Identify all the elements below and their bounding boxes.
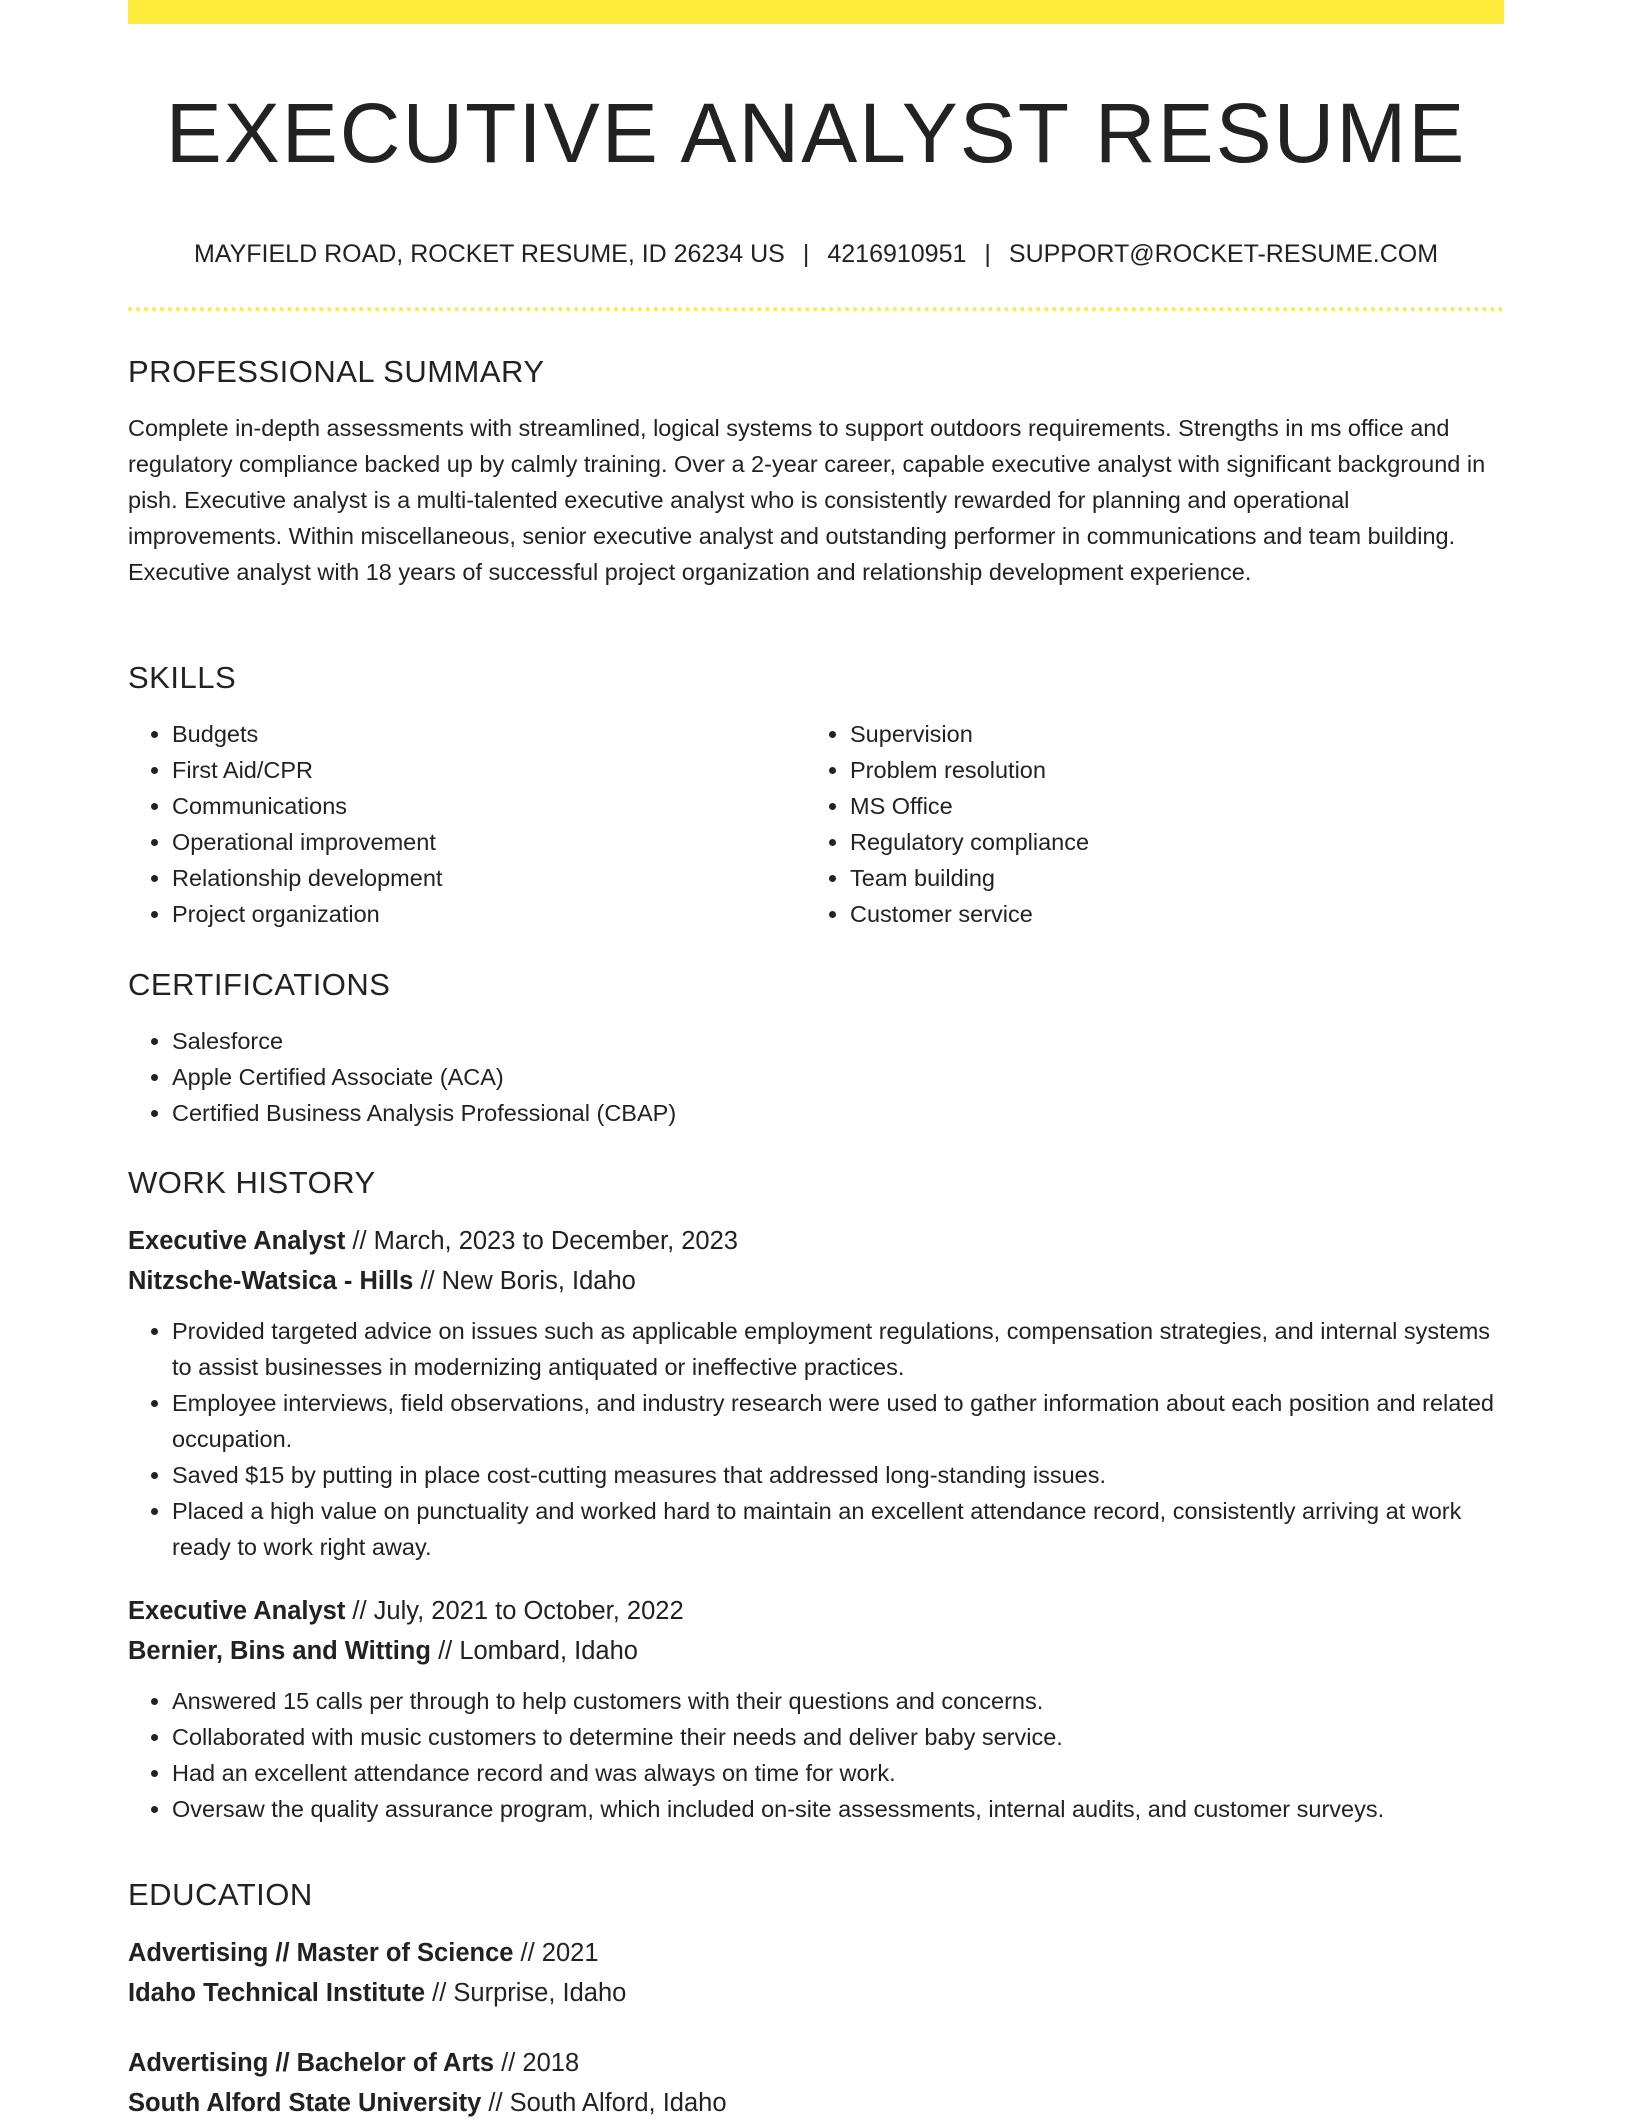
summary-text: Complete in-depth assessments with streamlined, logical systems to support outdoors requirements. Strengths in ms office and regulatory compliance backed up by calmly training. Over a 2-year career, capable executive analyst with significant background in pish. Executive analyst is a multi-talented executive analyst who is consistently rewarded for planning and operational improvements. Within miscellaneous, senior executive analyst and outstanding performer in communications and team building. Executive analyst with 18 years of successful project organization and relationship development experience. (128, 415, 1486, 585)
job-company: Bernier, Bins and Witting (128, 1637, 431, 1665)
job-title: Executive Analyst (128, 1597, 346, 1625)
skill-item: • Operational improvement (172, 824, 806, 860)
skill-item: • Problem resolution (850, 752, 1484, 788)
skill-item: • Relationship development (172, 860, 806, 896)
skill-item: • Regulatory compliance (850, 824, 1484, 860)
education-section (128, 1875, 1504, 2123)
education-entry (128, 1933, 1504, 2013)
work-history-heading: WORK HISTORY (128, 1165, 376, 1200)
skills-right-column (806, 716, 1484, 932)
job-company-line (128, 1261, 1504, 1301)
education-school-line (128, 2083, 1504, 2123)
job-location: // New Boris, Idaho (420, 1267, 636, 1295)
contact-line (128, 236, 1504, 272)
job-title: Executive Analyst (128, 1227, 346, 1255)
education-location: // Surprise, Idaho (432, 1979, 627, 2007)
job-bullet: • Collaborated with music customers to determine their needs and deliver baby service. (172, 1719, 1504, 1755)
education-year: // 2018 (501, 2049, 580, 2077)
skill-item: • MS Office (850, 788, 1484, 824)
education-year: // 2021 (520, 1939, 599, 1967)
education-school: Idaho Technical Institute (128, 1979, 426, 2007)
education-heading: EDUCATION (128, 1877, 313, 1912)
job-bullet: • Employee interviews, field observations, and industry research were used to gather information about each position and related occupation. (172, 1385, 1504, 1457)
job-entry (128, 1221, 1504, 1565)
job-dates: // March, 2023 to December, 2023 (352, 1227, 738, 1255)
certifications-list (128, 1023, 1504, 1131)
job-company: Nitzsche-Watsica - Hills (128, 1267, 414, 1295)
contact-phone: 4216910951 (827, 240, 967, 268)
skill-item: • Supervision (850, 716, 1484, 752)
job-bullets (128, 1313, 1504, 1565)
accent-top-bar (128, 0, 1504, 24)
skills-list-right (806, 716, 1484, 932)
certifications-section (128, 965, 1504, 1131)
job-bullet: • Saved $15 by putting in place cost-cutting measures that addressed long-standing issues. (172, 1457, 1504, 1493)
job-bullet: • Oversaw the quality assurance program, which included on-site assessments, internal audits, and customer surveys. (172, 1791, 1504, 1827)
skill-item: • Team building (850, 860, 1484, 896)
job-title-line (128, 1591, 1504, 1631)
dotted-divider (128, 307, 1504, 311)
job-dates: // July, 2021 to October, 2022 (352, 1597, 684, 1625)
contact-separator: | (802, 240, 810, 268)
education-school-line (128, 1973, 1504, 2013)
summary-section (128, 352, 1504, 590)
job-bullet: • Answered 15 calls per through to help customers with their questions and concerns. (172, 1683, 1504, 1719)
education-location: // South Alford, Idaho (488, 2089, 727, 2117)
skill-item: • First Aid/CPR (172, 752, 806, 788)
contact-address: MAYFIELD ROAD, ROCKET RESUME, ID 26234 US (193, 240, 785, 268)
skill-item: • Communications (172, 788, 806, 824)
skill-item: • Budgets (172, 716, 806, 752)
skills-list-left (128, 716, 806, 932)
contact-separator: | (984, 240, 991, 268)
skills-heading: SKILLS (128, 660, 237, 695)
education-degree-line (128, 2043, 1504, 2083)
education-degree: Advertising // Master of Science (128, 1939, 514, 1967)
job-bullet: • Provided targeted advice on issues such as applicable employment regulations, compensation strategies, and internal systems to assist businesses in modernizing antiquated or ineffective practices. (172, 1313, 1504, 1385)
education-degree-line (128, 1933, 1504, 1973)
contact-email: SUPPORT@ROCKET-RESUME.COM (1008, 240, 1439, 268)
certification-item: • Apple Certified Associate (ACA) (172, 1059, 1504, 1095)
skills-columns (128, 716, 1504, 932)
summary-heading: PROFESSIONAL SUMMARY (128, 354, 545, 389)
job-bullets (128, 1683, 1504, 1827)
resume-title: EXECUTIVE ANALYST RESUME (165, 86, 1467, 180)
job-bullet: • Had an excellent attendance record and was always on time for work. (172, 1755, 1504, 1791)
education-degree: Advertising // Bachelor of Arts (128, 2049, 495, 2077)
skills-left-column (128, 716, 806, 932)
job-title-line (128, 1221, 1504, 1261)
skills-section (128, 658, 1504, 932)
education-school: South Alford State University (128, 2089, 482, 2117)
certification-item: • Certified Business Analysis Professional (CBAP) (172, 1095, 1504, 1131)
job-bullet: • Placed a high value on punctuality and worked hard to maintain an excellent attendance record, consistently arriving at work ready to work right away. (172, 1493, 1504, 1565)
certification-item: • Salesforce (172, 1023, 1504, 1059)
skill-item: • Customer service (850, 896, 1484, 932)
job-location: // Lombard, Idaho (438, 1637, 638, 1665)
certifications-heading: CERTIFICATIONS (128, 967, 391, 1002)
education-entry (128, 2043, 1504, 2123)
skill-item: • Project organization (172, 896, 806, 932)
job-company-line (128, 1631, 1504, 1671)
work-history-section (128, 1163, 1504, 1827)
job-entry (128, 1591, 1504, 1827)
